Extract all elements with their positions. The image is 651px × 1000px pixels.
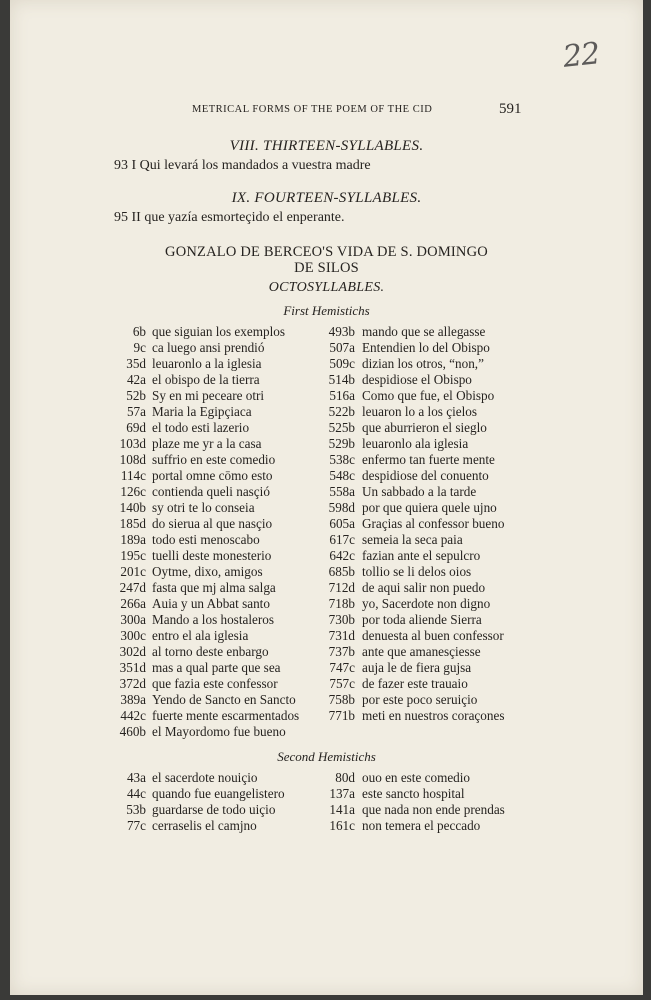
verse-text: el obispo de la tierra [152,372,260,387]
verse-ref: 718b [328,596,355,611]
verse-line [310,500,497,516]
section-ix-line [114,210,345,226]
first-hemistichs-left-column [106,324,300,740]
verse-ref: 108d [119,452,146,467]
verse-text: suffrio en este comedio [152,452,276,467]
verse-line [106,612,274,628]
verse-ref: 44c [126,786,146,801]
verse-ref: 642c [329,548,355,563]
verse-ref: 538c [329,452,355,467]
verse-ref: 529b [328,436,355,451]
verse-text: plaze me yr a la casa [152,436,262,451]
verse-text: portal omne cōmo esto [152,468,273,483]
verse-text: tuelli deste monesterio [152,548,272,563]
verse-text: guardarse de todo uiçio [152,802,276,817]
verse-ref: 685b [328,564,355,579]
verse-ref: 114c [120,468,146,483]
verse-text: al torno deste enbargo [152,644,269,659]
verse-ref: 185d [119,516,146,531]
verse-line [106,436,262,452]
verse-ref: 140b [119,500,146,515]
verse-text: Como que fue, el Obispo [362,388,495,403]
verse-ref: 195c [120,548,146,563]
verse-line [106,802,276,818]
verse-text: enfermo tan fuerte mente [362,452,495,467]
verse-ref: 103d [119,436,146,451]
verse-ref: 302d [119,644,146,659]
verse-ref: 442c [120,708,146,723]
book-page [10,0,643,995]
page-number: 591 [499,101,522,117]
verse-ref: 493b [328,324,355,339]
verse-ref: 35d [126,356,146,371]
verse-ref: 57a [126,404,146,419]
verse-text: tollio se li delos oios [362,564,472,579]
verse-text: Entendien lo del Obispo [362,340,490,355]
verse-ref: 731d [328,628,355,643]
verse-text: semeia la seca paia [362,532,463,547]
verse-text: el todo esti lazerio [152,420,250,435]
verse-ref: 77c [126,818,146,833]
verse-text: el sacerdote nouiçio [152,770,258,785]
second-hemistichs-right-column [310,770,505,834]
verse-line [106,340,265,356]
verse-text: de aqui salir non puedo [362,580,486,595]
verse-text: leuaron lo a los çielos [362,404,477,419]
verse-line [106,548,272,564]
verse-ref: 372d [119,676,146,691]
verse-line [310,564,472,580]
verse-text: por que quiera quele ujno [362,500,497,515]
verse-line [106,628,249,644]
verse-line [310,436,469,452]
verse-text: por toda aliende Sierra [362,612,482,627]
verse-text: meti en nuestros coraçones [362,708,505,723]
verse-ref: 712d [328,580,355,595]
section-viii-heading: VIII. THIRTEEN-SYLLABLES. [229,138,424,154]
verse-line [310,484,477,500]
verse-line [106,500,255,516]
verse-text: ca luego ansi prendió [152,340,265,355]
verse-line [106,324,285,340]
verse-text: despidiose el Obispo [362,372,472,387]
verse-text: auja le de fiera gujsa [362,660,472,675]
verse-line [310,356,484,372]
verse-ref: 757c [329,676,355,691]
verse-text: que fazia este confessor [152,676,278,691]
verse-ref: 771b [328,708,355,723]
verse-text: Yendo de Sancto en Sancto [152,692,296,707]
verse-ref: 189a [120,532,146,547]
verse-line [106,770,258,786]
first-hemistichs-right-column [310,324,505,724]
verse-line [106,692,296,708]
verse-text: yo, Sacerdote non digno [362,596,491,611]
verse-ref: 389a [120,692,146,707]
verse-line [106,580,276,596]
verse-line [310,372,472,388]
verse-text: leuaronlo a la iglesia [152,356,262,371]
meter-heading: OCTOSYLLABLES. [268,280,385,295]
verse-line [310,404,477,420]
verse-line [310,452,495,468]
verse-line [106,724,286,740]
verse-line [310,324,486,340]
verse-line [106,596,270,612]
verse-line [310,628,504,644]
verse-text: que aburrieron el sieglo [362,420,487,435]
line-text: Qui levará los mandados a vuestra madre [139,158,371,173]
verse-line [106,388,265,404]
verse-line [106,818,257,834]
verse-text: que nada non ende prendas [362,802,505,817]
verse-ref: 42a [126,372,146,387]
verse-text: ouo en este comedio [362,770,471,785]
verse-line [310,548,481,564]
verse-line [310,516,505,532]
verse-line [310,340,490,356]
verse-ref: 53b [126,802,146,817]
verse-ref: 201c [120,564,146,579]
verse-ref: 69d [126,420,146,435]
verse-ref: 300a [120,612,146,627]
verse-line [310,770,471,786]
running-head: METRICAL FORMS OF THE POEM OF THE CID [192,104,433,115]
verse-ref: 9c [133,340,146,355]
verse-ref: 525b [328,420,355,435]
verse-ref: 548c [329,468,355,483]
verse-line [310,786,465,802]
verse-line [106,468,273,484]
verse-line [106,420,250,436]
verse-ref: 43a [126,770,146,785]
verse-text: Maria la Egipçiaca [152,404,252,419]
verse-ref: 266a [120,596,146,611]
verse-line [310,692,478,708]
verse-ref: 605a [329,516,355,531]
verse-line [106,372,260,388]
verse-line [310,818,481,834]
verse-line [310,580,486,596]
verse-text: mando que se allegasse [362,324,486,339]
verse-line [310,660,472,676]
verse-line [310,612,482,628]
verse-line [106,484,270,500]
second-hemistichs-label: Second Hemistichs [277,749,376,764]
verse-text: fazian ante el sepulcro [362,548,481,563]
verse-line [106,516,273,532]
verse-line [310,676,468,692]
verse-text: por este poco seruiçio [362,692,478,707]
line-text: que yazía esmorteçido el enperante. [144,210,345,225]
verse-ref: 351d [119,660,146,675]
verse-line [106,404,252,420]
verse-ref: 737b [328,644,355,659]
verse-ref: 507a [329,340,355,355]
line-ref: 93 I [114,158,137,173]
verse-ref: 460b [119,724,146,739]
verse-line [310,802,505,818]
verse-line [106,786,285,802]
verse-ref: 758b [328,692,355,707]
verse-line [106,532,260,548]
verse-text: despidiose del conuento [362,468,489,483]
verse-text: Sy en mi peceare otri [152,388,265,403]
verse-line [106,708,300,724]
verse-text: cerraselis el camjno [152,818,257,833]
verse-text: Mando a los hostaleros [152,612,274,627]
verse-ref: 6b [132,324,146,339]
verse-text: Un sabbado a la tarde [362,484,477,499]
verse-line [310,596,491,612]
verse-text: fasta que mj alma salga [152,580,276,595]
verse-line [310,708,505,724]
berceo-title-line2: DE SILOS [294,260,359,276]
verse-text: Auia y un Abbat santo [152,596,270,611]
line-ref: 95 II [114,210,141,225]
verse-ref: 141a [329,802,355,817]
verse-ref: 558a [329,484,355,499]
first-hemistichs-label: First Hemistichs [283,303,370,318]
verse-line [106,452,276,468]
verse-line [310,420,487,436]
verse-text: contienda queli nasçió [152,484,270,499]
verse-text: sy otri te lo conseia [152,500,255,515]
verse-text: dizian los otros, “non,” [362,356,484,371]
verse-text: este sancto hospital [362,786,465,801]
verse-line [106,676,278,692]
verse-text: que siguian los exemplos [152,324,285,339]
verse-ref: 598d [328,500,355,515]
verse-ref: 52b [126,388,146,403]
section-viii-line [114,158,371,174]
verse-line [106,564,263,580]
section-ix-heading: IX. FOURTEEN-SYLLABLES. [231,190,422,206]
verse-line [106,644,269,660]
verse-text: quando fue euangelistero [152,786,285,801]
verse-text: el Mayordomo fue bueno [152,724,286,739]
verse-ref: 126c [120,484,146,499]
verse-ref: 516a [329,388,355,403]
verse-line [310,468,489,484]
verse-line [310,532,463,548]
verse-text: Graçias al confessor bueno [362,516,505,531]
verse-text: ante que amanesçiesse [362,644,481,659]
berceo-title-line1: GONZALO DE BERCEO'S VIDA DE S. DOMINGO [165,244,488,260]
verse-line [106,660,281,676]
verse-line [310,644,481,660]
verse-text: non temera el peccado [362,818,481,833]
verse-line [310,388,495,404]
verse-ref: 514b [328,372,355,387]
verse-ref: 747c [329,660,355,675]
verse-ref: 247d [119,580,146,595]
verse-text: fuerte mente escarmentados [152,708,300,723]
verse-ref: 137a [329,786,355,801]
verse-ref: 730b [328,612,355,627]
second-hemistichs-left-column [106,770,285,834]
verse-text: Oytme, dixo, amigos [152,564,263,579]
verse-text: todo esti menoscabo [152,532,260,547]
verse-ref: 80d [335,770,355,785]
verse-text: leuaronlo ala iglesia [362,436,469,451]
verse-line [106,356,262,372]
verse-ref: 161c [329,818,355,833]
verse-ref: 522b [328,404,355,419]
verse-text: mas a qual parte que sea [152,660,281,675]
verse-ref: 617c [329,532,355,547]
verse-text: do sierua al que nasçio [152,516,273,531]
handwritten-page-note: 22 [561,36,601,75]
verse-text: entro el ala iglesia [152,628,249,643]
verse-ref: 509c [329,356,355,371]
verse-text: de fazer este trauaio [362,676,468,691]
verse-ref: 300c [120,628,146,643]
verse-text: denuesta al buen confessor [362,628,504,643]
